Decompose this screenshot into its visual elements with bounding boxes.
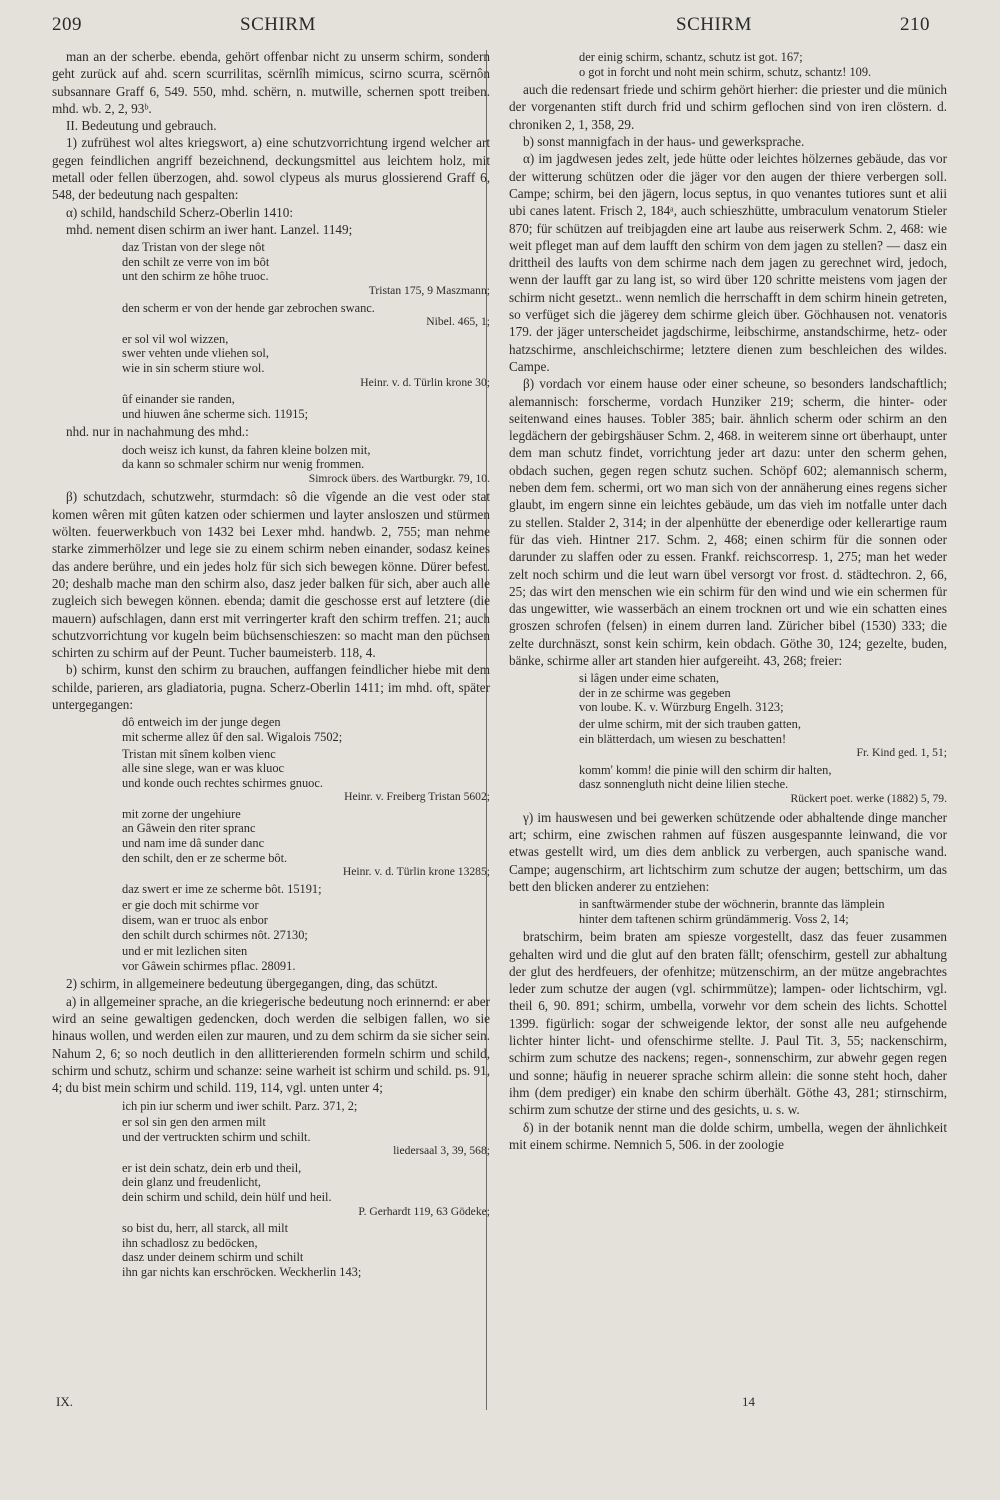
quotation-line: vor Gâwein schirmes pflac. 28091. <box>122 958 296 973</box>
quotation-block <box>52 715 490 744</box>
quotation-block <box>52 1099 490 1114</box>
quotation-line: daz Tristan von der slege nôt <box>122 240 265 255</box>
quotation-line: den schilt ze verre von im bôt <box>122 254 270 269</box>
quotation-source: Fr. Kind ged. 1, 51; <box>856 746 947 760</box>
quotation-line: an Gâwein den riter spranc <box>122 821 256 836</box>
entry-paragraph: b) schirm, kunst den schirm zu brauchen, auffangen feindlicher hiebe mit dem schilde, parieren, ars gladiatoria, pugna. Scherz-Oberlin 1411; im mhd. oft, später untergegangen: <box>52 662 490 713</box>
quotation-line: ûf einander sie randen, <box>122 392 235 407</box>
quotation-block <box>52 1115 490 1159</box>
quotation-line: und hiuwen âne scherme sich. 11915; <box>122 406 309 421</box>
quotation-block <box>52 898 490 942</box>
quotation-source: Heinr. v. d. Türlin krone 30; <box>360 375 490 389</box>
entry-paragraph: man an der scherbe. ebenda, gehört offenbar nicht zu unserm schirm, sondern geht zurück auf ahd. scern scurrilitas, scërnlîh mimicus, scirno scurra, scërnôn subsannare Graff 6, 549. 550, mhd. schërn, n. mutwille, schernen spott treiben. mhd. wb. 2, 2, 93ᵇ. <box>52 49 490 116</box>
entry-paragraph: 2) schirm, in allgemeinere bedeutung übergegangen, ding, das schützt. <box>66 976 438 992</box>
quotation-block <box>52 301 490 330</box>
quotation-block <box>52 882 490 897</box>
quotation-line: unt den schirm ze hôhe truoc. <box>122 269 269 284</box>
entry-paragraph: b) sonst mannigfach in der haus- und gewerksprache. <box>523 134 805 150</box>
quotation-line: den scherm er von der hende gar zebrochen swanc. <box>122 300 375 315</box>
quotation-line: hinter dem taftenen schirm gründämmerig. Voss 2, 14; <box>579 911 849 926</box>
entry-paragraph: β) vordach vor einem hause oder einer scheune, so besonders landschaftlich; alemannisch: forscherme, vordach Hunziker 219; scherm, die hinter- oder seitenwand eines hauses. Tobler 385; bair. ähnlich scherm oder schirm an den legdächern der gebirgshäuser Schm. 2, 468. in weiterem sinne ort überhaupt, unter dem man schutz findet, vorrichtung jeder art dazu: unter den scherm gehen, obdach suchen, gegen regen schutz suchen. Schöpf 602; alemannisch scherm, neben dem fem. schermi, ort wo man sich von der annäherung eines regens sicher glaubt, im engern sinne ein leichtes gebäude, um das vieh im notfalle unter dach zu stellen. Stalder 2, 314; in der alpenhütte der ebenerdige oder kellerartige raum für das vieh. Hintner 217. Schm. 2, 468; einen schirm für die sonnen oder darunder zu slaffen oder zu essen. Frankf. reichscorresp. 1, 275; man het weder zelt noch schirm und die leut warn übel versorgt vor frost. d. städtechron. 2, 66, 25; das wirt den menschen wie ein schirm für den wind und wie ein schermen für das ungewitter, wie wasserbäch an einem trocknen ort und wie ein schatten eines groszen schrofen (felsen) in einem durren land. Züricher bibel (1530) 333; die zelte durchnäszt, sonst kein schirm, kein obdach. Göthe 30, 124; gezelte, buden, bänke, schirme aller art standen hier aufgereiht. 43, 268; freier: <box>509 376 947 668</box>
quotation-block <box>52 332 490 390</box>
quotation-source: Heinr. v. Freiberg Tristan 5602; <box>344 790 490 804</box>
quotation-line: den schilt, den er ze scherme bôt. <box>122 850 288 865</box>
quotation-line: von loube. K. v. Würzburg Engelh. 3123; <box>579 700 784 715</box>
entry-paragraph: β) schutzdach, schutzwehr, sturmdach: sô die vîgende an die vest oder stat komen wêren mit gûten katzen oder schiermen und layter ansloszen und stürmen wölten. feuerwerkbuch von 1432 bei Lexer mhd. handwb. 2, 755; man nehme starke zimmerhölzer und lege sie zu einem schirm neben einander, sodasz keines das andere berühre, und ein jedes holz für sich sich bewegen könne. Dürer befest. 20; deshalb mache man den schirm also, dasz jeder balken für sich, aber auch alle zugleich sich bewegen können. ebenda; damit die geschosse erst auf letztere (die mauern) aufschlagen, dann erst mit verringerter kraft den schirm treffen. 21; auch schutzvorrichtung vor kugeln beim büchsenschieszen: so macht man den püchsen schirten zu schirm auf der Peunt. Tucher baumeisterb. 118, 4. <box>52 489 490 661</box>
quotation-line: doch weisz ich kunst, da fahren kleine bolzen mit, <box>122 442 371 457</box>
entry-paragraph: γ) im hauswesen und bei gewerken schützende oder abhaltende dinge mancher art; schirm, eine zwischen rahmen auf füszen ausgespannte leinwand, die vor etwas gestellt wird, um dies dem anblick zu verbergen, auch spanische wand. Campe; augenschirm, art lichtschirm zum schutze der augen; bettschirm, um das bett den blicken anderer zu entziehen: <box>509 809 947 894</box>
quotation-source: liedersaal 3, 39, 568; <box>393 1144 490 1158</box>
quotation-line: ihn schadlosz zu bedöcken, <box>122 1235 258 1250</box>
entry-paragraph: α) im jagdwesen jedes zelt, jede hütte oder leichtes hölzernes gebäude, das vor der witterung schützen oder die jäger vor den augen der thiere verbergen soll. Campe; schirm, bei den jägern, locus septus, in quo venantes tutiores sunt et alii ubi canes latent. Frisch 2, 184ᵃ, auch schieszhütte, umbraculum venatorum Stieler 870; für schützen auf treibjagden eine art laube aus reiserwerk Schm. 2, 468: wie weit pfleget man auf dem laufft den schirm von dem jagen zu stellen? — dasz ein drittheil des laufts von dem schirme nach dem jagen zu gerechnet wird, jedoch, wenn der laufft gar zu lang ist, so wird über 120 schritte meistens vom jagen der schirm nicht gesetzt.. wenn nemlich die herrschafft in dem schirm hinein getreten, so verfüget sich die jägerey dem schirme gleich über. Göchhausen not. venatoris 179. der jäger unterscheidet jagdschirme, leibschirme, anstandschirme, hetz- oder hatzschirme, anschleichschirme; letztere dienen zum beschleichen des wildes. Campe. <box>509 151 947 374</box>
quotation-line: mit zorne der ungehiure <box>122 806 241 821</box>
entry-paragraph: mhd. nement disen schirm an iwer hant. Lanzel. 1149; <box>66 221 353 237</box>
left-running-title: SCHIRM <box>240 14 316 35</box>
quotation-line: mit scherme allez ûf den sal. Wigalois 7502; <box>122 729 343 744</box>
quotation-block <box>509 897 947 926</box>
quotation-line: und er mit lezlichen siten <box>122 944 248 959</box>
quotation-block <box>52 240 490 298</box>
quotation-line: disem, wan er truoc als enbor <box>122 913 268 928</box>
quotation-line: o got in forcht und noht mein schirm, schutz, schantz! 109. <box>579 64 872 79</box>
quotation-line: alle sine slege, wan er was kluoc <box>122 761 285 776</box>
entry-paragraph: auch die redensart friede und schirm gehört hierher: die priester und die münich der vorgenanten stift durch frid und schirm geflochen sind von iren clöstern. d. chroniken 2, 1, 358, 29. <box>509 82 947 132</box>
quotation-block <box>52 443 490 487</box>
entry-paragraph: bratschirm, beim braten am spiesze vorgestellt, dasz das feuer zusammen gehalten wird und die glut auf den braten fällt; ofenschirm, gestell zur abhaltung der glut des herdfeuers, der ofenhitze; mützenschirm, an der mütze angebrachtes leder zum schutze der augen (vgl. schirmmütze); lampen- oder lichtschirm, vgl. theil 6, 90. 891; schirm, umbella, vorwehr vor dem schein des lichts. Schottel 1399. figürlich: sogar der schweigende lektor, der sonst alle neu aufgehende lichter hinter licht- und ofenschirme stellte. J. Paul Tit. 3, 55; nackenschirm, schirm zum schutze des nackens; regen-, sonnenschirm, zur abwehr gegen regen und sonne; häufig in neuerer sprache schirm allein: die sonne steht hoch, daher ihm (dem prediger) ein knabe den schirm überhält. Göthe 43, 281; stirnschirm, schirm zum schutze der stirne und des gesichts, u. s. w. <box>509 929 947 1118</box>
quotation-source: Nibel. 465, 1; <box>426 315 490 329</box>
quotation-source: Rückert poet. werke (1882) 5, 79. <box>790 792 947 806</box>
entry-paragraph: a) in allgemeiner sprache, an die kriegerische bedeutung noch erinnernd: er aber wird an seine gewaltigen gedencken, doch werden die selbigen fallen, wo sie hinaus wollen, und werden eilen zur mauren, und zu dem schirm da sie sicher sein. Nahum 2, 6; so noch deutlich in den allitterierenden formeln schirm und schild, schirm und schutz, schirm und schanze: seine warheit ist schirm und schild. ps. 91, 4; du bist mein schirm und schild. 119, 114, vgl. unten unter 4; <box>52 993 490 1096</box>
quotation-source: Simrock übers. des Wartburgkr. 79, 10. <box>308 471 490 485</box>
quotation-line: dasz under deinem schirm und schilt <box>122 1250 304 1265</box>
quotation-line: er ist dein schatz, dein erb und theil, <box>122 1160 302 1175</box>
quotation-line: er sol sin gen den armen milt <box>122 1115 266 1130</box>
quotation-line: und der vertruckten schirm und schilt. <box>122 1129 311 1144</box>
right-running-title: SCHIRM <box>676 14 752 35</box>
quotation-line: und nam ime dâ sunder danc <box>122 836 265 851</box>
quotation-source: P. Gerhardt 119, 63 Gödeke; <box>358 1204 490 1218</box>
quotation-block <box>52 1221 490 1279</box>
quotation-source: Tristan 175, 9 Maszmann; <box>368 284 490 298</box>
quotation-source: Heinr. v. d. Türlin krone 13285; <box>342 865 490 879</box>
signature-mark: IX. <box>56 1394 73 1409</box>
quotation-line: dein glanz und freudenlicht, <box>122 1175 262 1190</box>
quotation-block <box>509 763 947 807</box>
entry-paragraph: α) schild, handschild Scherz-Oberlin 1410: <box>66 204 294 220</box>
quotation-line: daz swert er ime ze scherme bôt. 15191; <box>122 881 322 896</box>
quotation-line: da kann so schmaler schirm nur wenig frommen. <box>122 457 365 472</box>
gathering-number: 14 <box>742 1394 755 1409</box>
entry-paragraph: nhd. nur in nachahmung des mhd.: <box>66 424 249 440</box>
left-column <box>52 48 490 1282</box>
right-column <box>509 48 947 1153</box>
quotation-line: dasz sonnengluth nicht deine lilien steche. <box>579 777 789 792</box>
quotation-line: Tristan mit sînem kolben vienc <box>122 746 276 761</box>
quotation-line: der ulme schirm, mit der sich trauben gatten, <box>579 717 801 732</box>
quotation-line: so bist du, herr, all starck, all milt <box>122 1221 289 1236</box>
quotation-line: swer vehten unde vliehen sol, <box>122 346 269 361</box>
quotation-line: ihn gar nichts kan erschröcken. Weckherlin 143; <box>122 1265 362 1280</box>
entry-paragraph: δ) in der botanik nennt man die dolde schirm, umbella, wegen der ähnlichkeit mit einem schirme. Nemnich 5, 506. in der zoologie <box>509 1119 947 1152</box>
quotation-block <box>52 1161 490 1219</box>
quotation-line: den schilt durch schirmes nôt. 27130; <box>122 927 308 942</box>
quotation-line: ein blätterdach, um wiesen zu beschatten! <box>579 731 787 746</box>
quotation-block <box>509 717 947 761</box>
quotation-line: komm' komm! die pinie will den schirm dir halten, <box>579 762 832 777</box>
quotation-line: in sanftwärmender stube der wöchnerin, brannte das lämplein <box>579 897 885 912</box>
right-page-number: 210 <box>900 14 930 35</box>
quotation-block <box>52 807 490 880</box>
quotation-line: ich pin iur scherm und iwer schilt. Parz. 371, 2; <box>122 1098 358 1113</box>
quotation-block <box>52 747 490 805</box>
entry-paragraph: II. Bedeutung und gebrauch. <box>66 118 217 134</box>
quotation-line: dô entweich im der junge degen <box>122 715 281 730</box>
quotation-block <box>509 671 947 715</box>
quotation-line: wie in sin scherm stiure wol. <box>122 361 265 376</box>
quotation-line: der in ze schirme was gegeben <box>579 685 731 700</box>
quotation-line: dein schirm und schild, dein hülf und heil. <box>122 1190 332 1205</box>
quotation-line: er gie doch mit schirme vor <box>122 898 259 913</box>
quotation-line: der einig schirm, schantz, schutz ist got. 167; <box>579 50 803 64</box>
quotation-block <box>52 944 490 973</box>
left-page-number: 209 <box>52 14 82 35</box>
quotation-block <box>52 392 490 421</box>
quotation-line: si lâgen under eime schaten, <box>579 671 720 686</box>
quotation-block <box>509 50 947 79</box>
quotation-line: er sol vil wol wizzen, <box>122 331 229 346</box>
entry-paragraph: 1) zufrühest wol altes kriegswort, a) eine schutzvorrichtung irgend welcher art gegen feindlichen angriff bezeichnend, deckungsmittel aus leichtem holz, mit metall oder fellen überzogen, ahd. sowol clypeus als murus glossierend Graff 6, 548, der bedeutung nach gespalten: <box>52 135 490 203</box>
quotation-line: und konde ouch rechtes schirmes gnuoc. <box>122 775 323 790</box>
